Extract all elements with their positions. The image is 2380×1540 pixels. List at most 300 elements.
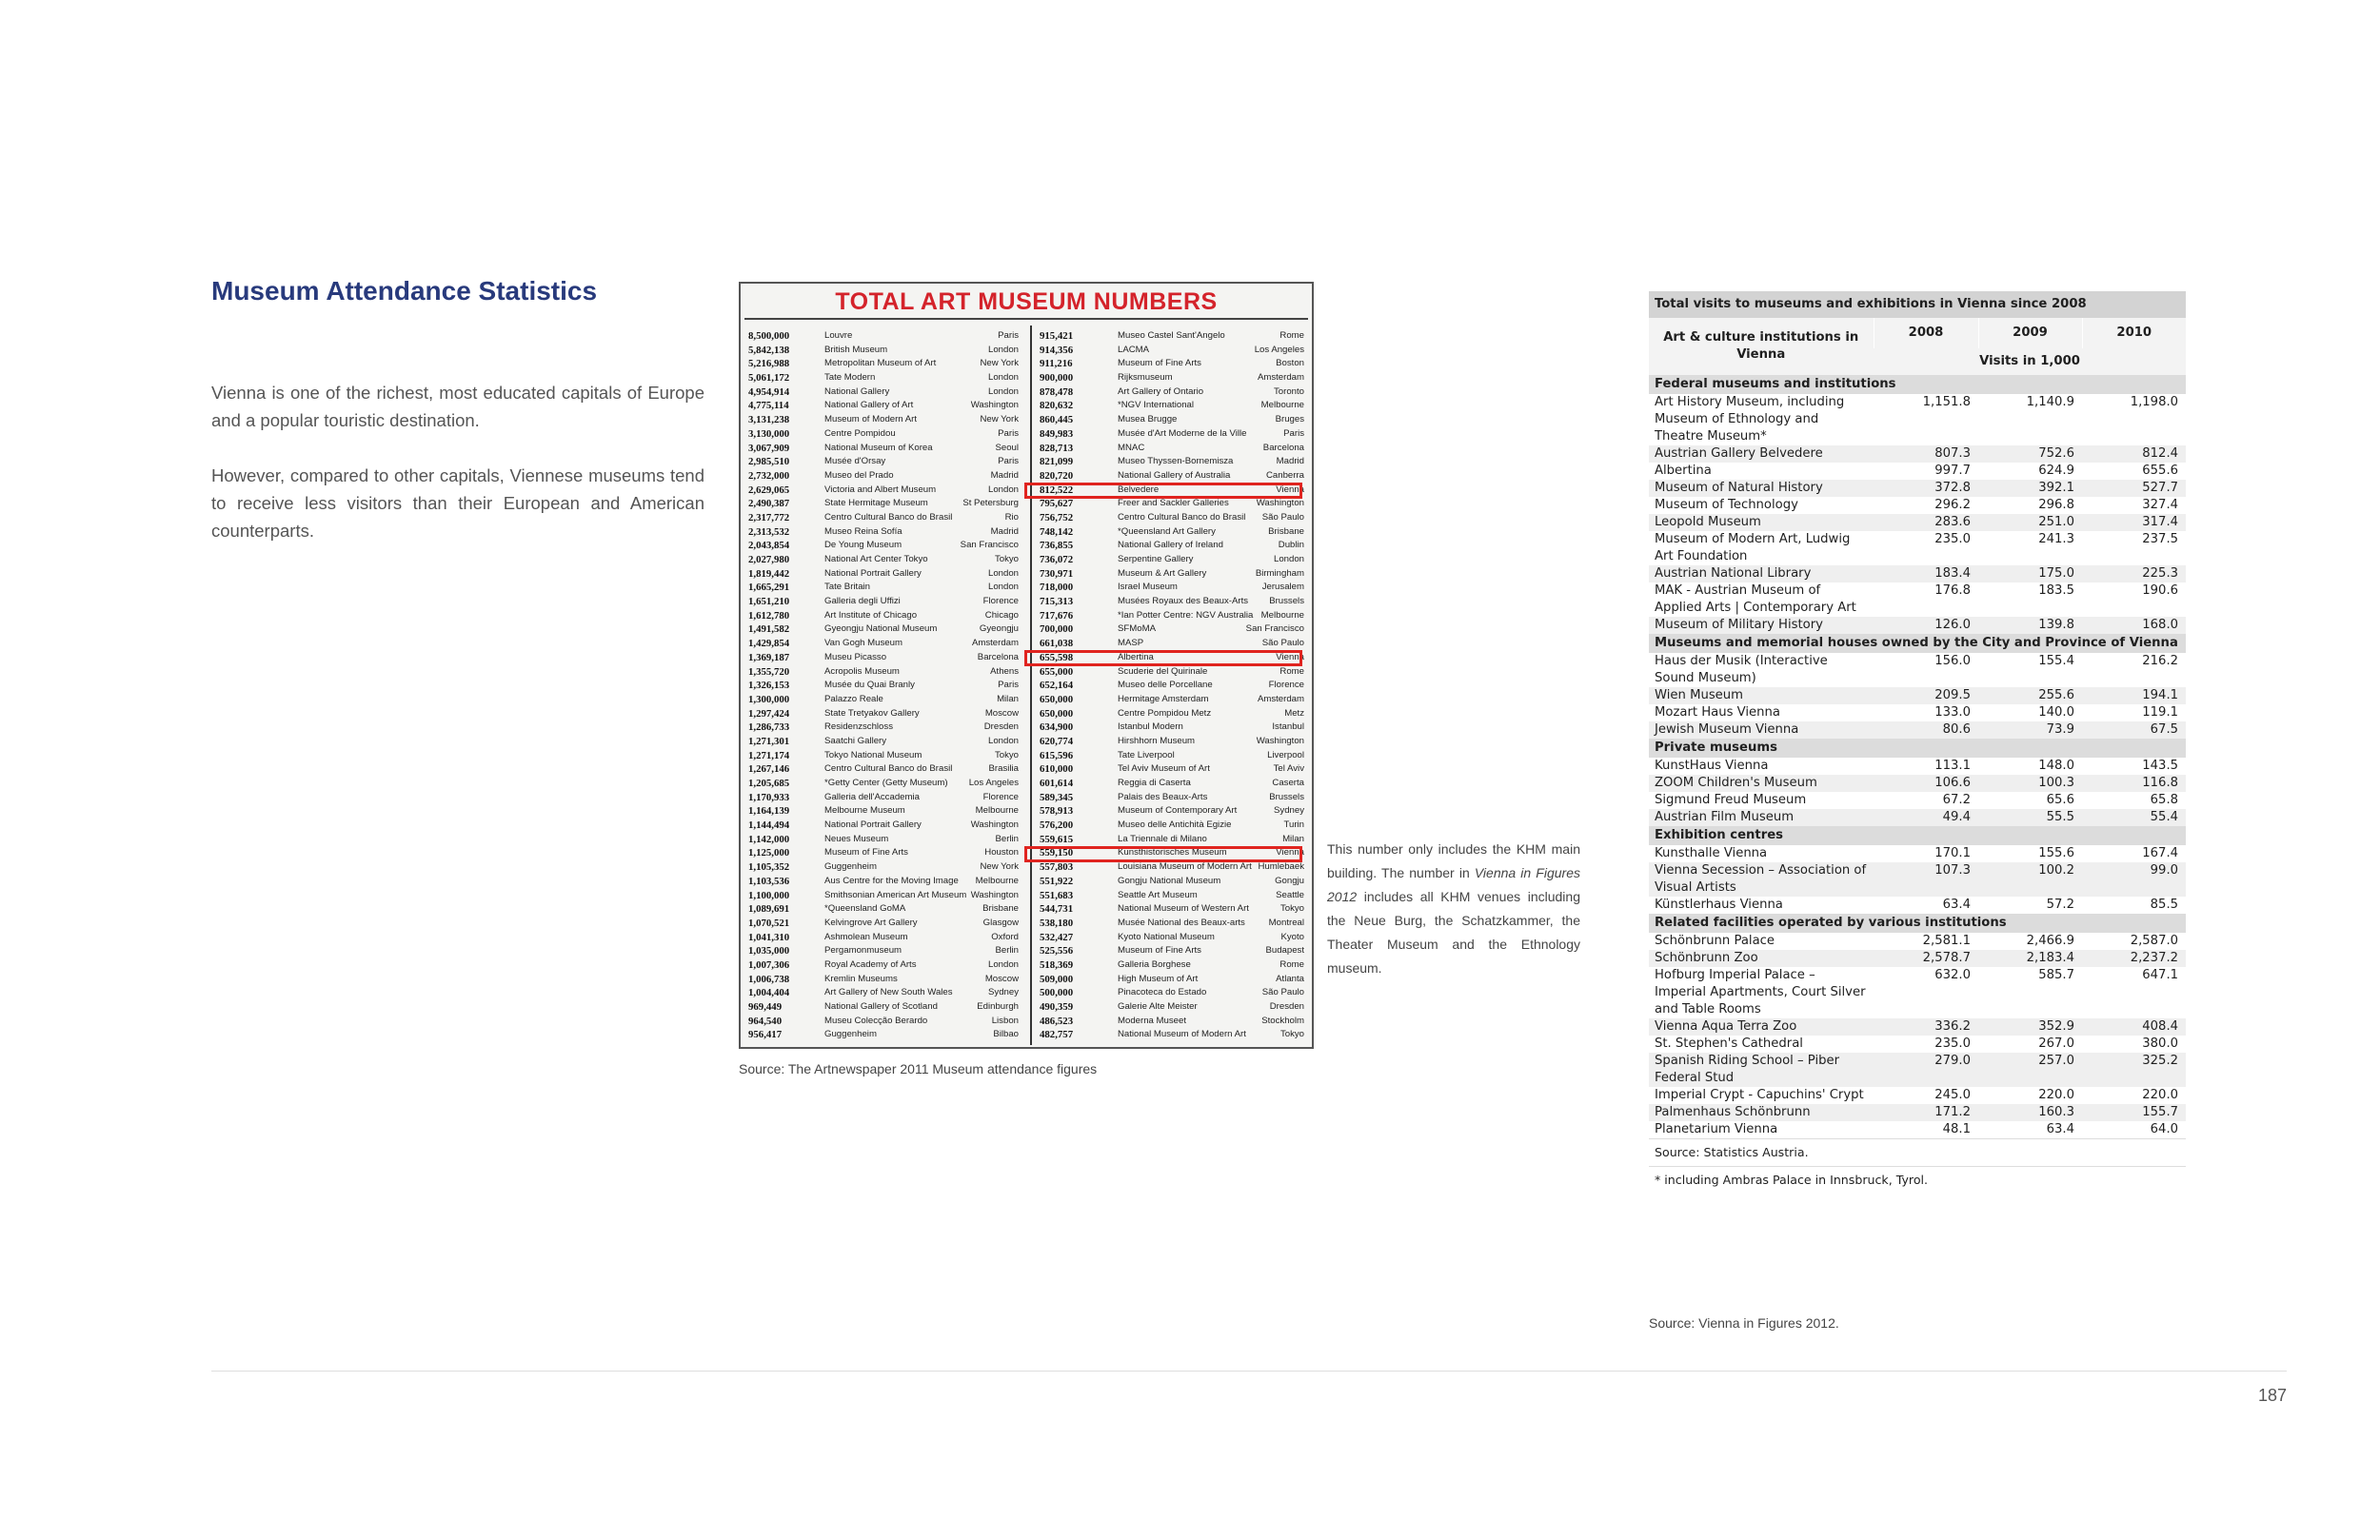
museum-city: London [987, 567, 1019, 579]
visits-2010: 155.7 [2082, 1104, 2186, 1121]
clipping-row [1032, 581, 1308, 595]
institution-name: Austrian Gallery Belvedere [1649, 445, 1874, 463]
visitor-count: 2,317,772 [748, 511, 790, 523]
visits-2010: 99.0 [2082, 862, 2186, 897]
museum-city: Milan [997, 693, 1019, 704]
visitor-count: 538,180 [1040, 917, 1074, 929]
institution-name: Museum of Technology [1649, 497, 1874, 514]
highlight-belvedere [1024, 483, 1302, 499]
visits-2008: 807.3 [1874, 445, 1978, 463]
visits-2009: 241.3 [1978, 531, 2082, 565]
visits-2010: 119.1 [2082, 704, 2186, 721]
clipping-row [1032, 1000, 1308, 1015]
year-header-2010: 2010 [2082, 318, 2186, 348]
section-title: Related facilities operated by various institutions [1649, 914, 2186, 933]
museum-city: Melbourne [975, 805, 1019, 817]
visitor-count: 915,421 [1040, 330, 1074, 342]
clipping-row [746, 1015, 1022, 1029]
museum-city: Rome [1279, 665, 1304, 677]
clipping-source: Source: The Artnewspaper 2011 Museum attendance figures [739, 1061, 1098, 1076]
visits-2010: 220.0 [2082, 1087, 2186, 1104]
visits-2008: 126.0 [1874, 617, 1978, 634]
museum-name: Ashmolean Museum [824, 931, 908, 942]
visits-2010: 194.1 [2082, 687, 2186, 704]
year-header-2009: 2009 [1978, 318, 2082, 348]
visitor-count: 1,612,780 [748, 609, 790, 622]
table-row [1649, 687, 2186, 704]
museum-city: Birmingham [1255, 567, 1304, 579]
clipping-row [1032, 833, 1308, 847]
clipping-row [1032, 679, 1308, 693]
clipping-row [1032, 665, 1308, 680]
clipping-row [746, 819, 1022, 833]
visitor-count: 3,130,000 [748, 427, 790, 440]
museum-city: Edinburgh [977, 1001, 1019, 1012]
museum-name: Museum of Fine Arts [1118, 945, 1201, 957]
visitor-count: 509,000 [1040, 973, 1074, 985]
visits-2010: 237.5 [2082, 531, 2186, 565]
institution-name: KunstHaus Vienna [1649, 758, 1874, 775]
museum-city: London [987, 385, 1019, 397]
visits-2008: 372.8 [1874, 480, 1978, 497]
visits-2008: 245.0 [1874, 1087, 1978, 1104]
clipping-row [746, 371, 1022, 385]
visits-2009: 352.9 [1978, 1018, 2082, 1036]
institution-name: Palmenhaus Schönbrunn [1649, 1104, 1874, 1121]
visitor-count: 812,522 [1040, 484, 1074, 496]
visitor-count: 795,627 [1040, 498, 1074, 510]
visits-2010: 167.4 [2082, 845, 2186, 862]
clipping-row [746, 791, 1022, 805]
visitor-count: 1,651,210 [748, 596, 790, 608]
visitor-count: 1,355,720 [748, 665, 790, 678]
institution-name: Sigmund Freud Museum [1649, 792, 1874, 809]
visitor-count: 1,144,494 [748, 819, 790, 832]
museum-name: Saatchi Gallery [824, 735, 887, 746]
museum-city: Lisbon [991, 1015, 1019, 1026]
visits-2010: 812.4 [2082, 445, 2186, 463]
museum-name: Centro Cultural Banco do Brasil [824, 511, 953, 523]
visitor-count: 652,164 [1040, 680, 1074, 692]
visitor-count: 655,598 [1040, 651, 1074, 663]
clipping-row [746, 958, 1022, 973]
museum-city: Stockholm [1261, 1015, 1304, 1026]
visitor-count: 1,006,738 [748, 973, 790, 985]
visits-2010: 380.0 [2082, 1036, 2186, 1053]
museum-city: Metz [1284, 707, 1304, 719]
table-row [1649, 721, 2186, 739]
visits-2009: 2,183.4 [1978, 950, 2082, 967]
clipping-row [746, 902, 1022, 917]
museum-name: Rijksmuseum [1118, 372, 1173, 384]
clipping-row [746, 329, 1022, 344]
visitor-count: 1,035,000 [748, 945, 790, 958]
table-row [1649, 497, 2186, 514]
clipping-row [746, 567, 1022, 582]
visits-2009: 251.0 [1978, 514, 2082, 531]
visitor-count: 736,072 [1040, 554, 1074, 565]
visitor-count: 1,164,139 [748, 805, 790, 818]
museum-name: Kyoto National Museum [1118, 931, 1215, 942]
visitor-count: 1,004,404 [748, 987, 790, 999]
visitor-count: 518,369 [1040, 958, 1074, 971]
visits-2010: 190.6 [2082, 582, 2186, 617]
museum-city: Melbourne [1260, 609, 1304, 621]
museum-name: Smithsonian American Art Museum [824, 889, 967, 900]
visitor-count: 1,100,000 [748, 889, 790, 901]
museum-city: London [987, 735, 1019, 746]
visits-2010: 225.3 [2082, 565, 2186, 582]
museum-name: Istanbul Modern [1118, 721, 1183, 733]
museum-name: Tate Liverpool [1118, 749, 1175, 760]
section-header [1649, 826, 2186, 845]
institution-name: Albertina [1649, 463, 1874, 480]
visitor-count: 1,429,854 [748, 638, 790, 650]
clipping-row [746, 931, 1022, 945]
clipping-row [746, 735, 1022, 749]
museum-city: Los Angeles [968, 778, 1019, 788]
visits-2010: 55.4 [2082, 809, 2186, 826]
museum-city: Amsterdam [1257, 372, 1304, 384]
visits-2010: 408.4 [2082, 1018, 2186, 1036]
museum-city: Brisbane [982, 903, 1019, 915]
visitor-count: 490,359 [1040, 1001, 1074, 1013]
clipping-row [1032, 735, 1308, 749]
museum-name: Palazzo Reale [824, 693, 883, 704]
institution-name: Imperial Crypt - Capuchins' Crypt [1649, 1087, 1874, 1104]
museum-name: *NGV International [1118, 400, 1194, 411]
visitor-count: 3,067,909 [748, 442, 790, 454]
visits-2009: 220.0 [1978, 1087, 2082, 1104]
visitor-count: 601,614 [1040, 778, 1074, 789]
clipping-row [746, 622, 1022, 637]
museum-city: Florence [1268, 680, 1304, 691]
table-row [1649, 775, 2186, 792]
visitor-count: 482,757 [1040, 1029, 1074, 1041]
section-title: Federal museums and institutions [1649, 375, 2186, 394]
visitor-count: 5,216,988 [748, 358, 790, 370]
visitor-count: 559,615 [1040, 833, 1074, 845]
institution-name: Museum of Military History [1649, 617, 1874, 634]
clipping-row [1032, 1028, 1308, 1042]
museum-name: Van Gogh Museum [824, 638, 902, 649]
clipping-row [746, 1028, 1022, 1042]
newspaper-clipping [739, 282, 1314, 1049]
visitor-count: 717,676 [1040, 609, 1074, 622]
visitor-count: 1,267,146 [748, 763, 790, 776]
visits-2010: 85.5 [2082, 897, 2186, 914]
clipping-row [746, 889, 1022, 903]
khm-note [1327, 838, 1580, 980]
visits-2009: 257.0 [1978, 1053, 2082, 1087]
visitor-count: 655,000 [1040, 665, 1074, 678]
visits-2009: 296.8 [1978, 497, 2082, 514]
clipping-row [746, 497, 1022, 511]
visits-2009: 624.9 [1978, 463, 2082, 480]
museum-city: Milan [1282, 833, 1304, 844]
visits-2008: 176.8 [1874, 582, 1978, 617]
visitor-count: 1,125,000 [748, 847, 790, 859]
museum-name: MNAC [1118, 442, 1145, 453]
museum-city: Gongju [1275, 875, 1304, 886]
museum-city: Brussels [1269, 791, 1304, 802]
table-row [1649, 445, 2186, 463]
visitor-count: 1,286,733 [748, 721, 790, 734]
table-row [1649, 1053, 2186, 1087]
museum-name: Kunsthistorisches Museum [1118, 847, 1227, 859]
visitor-count: 557,803 [1040, 861, 1074, 874]
museum-city: Brussels [1269, 596, 1304, 607]
clipping-row [746, 427, 1022, 442]
museum-city: Tokyo [1279, 903, 1304, 915]
visitor-count: 2,629,065 [748, 484, 790, 496]
visits-2009: 100.3 [1978, 775, 2082, 792]
museum-name: Museo Castel Sant'Angelo [1118, 330, 1225, 341]
institution-name: Hofburg Imperial Palace – Imperial Apartments, Court Silver and Table Rooms [1649, 967, 1874, 1018]
clipping-row [746, 846, 1022, 860]
museum-city: Rome [1279, 958, 1304, 970]
table-row [1649, 531, 2186, 565]
museum-city: Bilbao [993, 1029, 1019, 1040]
visitor-count: 3,131,238 [748, 414, 790, 426]
clipping-row [746, 525, 1022, 540]
museum-name: MASP [1118, 638, 1144, 649]
museum-city: Budapest [1265, 945, 1304, 957]
museum-name: Louvre [824, 330, 853, 341]
museum-name: Tokyo National Museum [824, 749, 922, 760]
clipping-row [746, 581, 1022, 595]
museum-name: Galleria degli Uffizi [824, 596, 901, 607]
museum-name: Art Gallery of Ontario [1118, 385, 1204, 397]
visits-2009: 255.6 [1978, 687, 2082, 704]
table-row [1649, 950, 2186, 967]
museum-name: *Queensland GoMA [824, 903, 906, 915]
museum-city: Tokyo [1279, 1029, 1304, 1040]
museum-city: Seattle [1276, 889, 1304, 900]
visitor-count: 525,556 [1040, 945, 1074, 958]
visitor-count: 4,954,914 [748, 385, 790, 398]
visitor-count: 578,913 [1040, 805, 1074, 818]
visitor-count: 1,369,187 [748, 651, 790, 663]
clipping-row [746, 804, 1022, 819]
clipping-row [746, 944, 1022, 958]
visits-2009: 73.9 [1978, 721, 2082, 739]
visits-2010: 655.6 [2082, 463, 2186, 480]
museum-name: Moderna Museet [1118, 1015, 1186, 1026]
museum-city: Barcelona [977, 651, 1019, 662]
museum-city: Vienna [1276, 847, 1304, 859]
museum-name: Museu Colecção Berardo [824, 1015, 928, 1026]
visits-2008: 997.7 [1874, 463, 1978, 480]
visitor-count: 615,596 [1040, 749, 1074, 761]
visits-2008: 107.3 [1874, 862, 1978, 897]
museum-name: National Portrait Gallery [824, 567, 922, 579]
museum-name: De Young Museum [824, 540, 902, 551]
museum-city: London [987, 582, 1019, 593]
clipping-row [746, 721, 1022, 735]
clipping-row [746, 986, 1022, 1000]
museum-city: Paris [998, 680, 1019, 691]
clipping-row [1032, 385, 1308, 400]
section-title: Museums and memorial houses owned by the City and Province of Vienna [1649, 634, 2186, 653]
visits-2010: 2,587.0 [2082, 933, 2186, 950]
visitor-count: 544,731 [1040, 903, 1074, 916]
visitor-count: 1,103,536 [748, 875, 790, 887]
museum-name: Galleria dell'Accademia [824, 791, 920, 802]
clipping-row [1032, 819, 1308, 833]
clipping-row [1032, 889, 1308, 903]
visits-2009: 57.2 [1978, 897, 2082, 914]
museum-city: Chicago [984, 609, 1019, 621]
institution-name: Wien Museum [1649, 687, 1874, 704]
section-header [1649, 914, 2186, 933]
museum-name: Museum of Fine Arts [1118, 358, 1201, 369]
clipping-row [1032, 791, 1308, 805]
institution-name: Leopold Museum [1649, 514, 1874, 531]
visitor-count: 1,142,000 [748, 833, 790, 845]
museum-city: Sydney [988, 987, 1019, 998]
museum-city: Tokyo [994, 749, 1019, 760]
clipping-row [746, 1000, 1022, 1015]
visits-2009: 55.5 [1978, 809, 2082, 826]
page-title: Museum Attendance Statistics [211, 276, 598, 306]
museum-name: Metropolitan Museum of Art [824, 358, 937, 369]
museum-name: Musée du Quai Branly [824, 680, 915, 691]
institution-name: Museum of Natural History [1649, 480, 1874, 497]
museum-name: Neues Museum [824, 833, 889, 844]
visits-2009: 139.8 [1978, 617, 2082, 634]
table-row [1649, 514, 2186, 531]
museum-name: Musée d'Orsay [824, 456, 886, 467]
museum-name: Albertina [1118, 651, 1154, 662]
museum-name: *Getty Center (Getty Museum) [824, 778, 948, 788]
museum-name: Victoria and Albert Museum [824, 484, 937, 495]
visits-2010: 2,237.2 [2082, 950, 2186, 967]
visitor-count: 1,041,310 [748, 931, 790, 943]
museum-name: Guggenheim [824, 1029, 877, 1040]
museum-name: Musées Royaux des Beaux-Arts [1118, 596, 1249, 607]
visitor-count: 500,000 [1040, 987, 1074, 999]
visitor-count: 5,842,138 [748, 344, 790, 356]
clipping-row [1032, 371, 1308, 385]
museum-city: Montreal [1268, 917, 1304, 928]
museum-name: Guggenheim [824, 861, 877, 873]
table-row [1649, 1087, 2186, 1104]
clipping-row [1032, 762, 1308, 777]
note-text: This number only includes the KHM main building. The number in [1327, 841, 1580, 880]
table-row [1649, 1036, 2186, 1053]
clipping-row [1032, 707, 1308, 721]
museum-name: Hermitage Amsterdam [1118, 693, 1209, 704]
clipping-column-left [746, 329, 1022, 1042]
visitor-count: 860,445 [1040, 414, 1074, 426]
table-source: Source: Statistics Austria. [1649, 1139, 2186, 1167]
institution-name: Art History Museum, including Museum of Ethnology and Theatre Museum* [1649, 394, 1874, 445]
visitor-count: 2,313,532 [748, 525, 790, 538]
museum-name: State Tretyakov Gallery [824, 707, 920, 719]
museum-city: Vienna [1276, 651, 1304, 662]
clipping-row [1032, 344, 1308, 358]
museum-city: Washington [970, 400, 1019, 411]
museum-city: Paris [998, 427, 1019, 439]
museum-name: Museo Reina Sofía [824, 525, 902, 537]
clipping-row [1032, 860, 1308, 875]
clipping-row [746, 749, 1022, 763]
table-row [1649, 582, 2186, 617]
museum-name: Residenzschloss [824, 721, 893, 733]
clipping-row [1032, 497, 1308, 511]
clipping-row [746, 679, 1022, 693]
clipping-row [746, 385, 1022, 400]
table-row [1649, 1121, 2186, 1139]
visitor-count: 914,356 [1040, 344, 1074, 356]
visitor-count: 8,500,000 [748, 330, 790, 342]
museum-name: Museum of Contemporary Art [1118, 805, 1238, 817]
visits-2009: 1,140.9 [1978, 394, 2082, 445]
museum-city: Florence [982, 596, 1019, 607]
museum-name: Art Gallery of New South Wales [824, 987, 953, 998]
visits-2008: 171.2 [1874, 1104, 1978, 1121]
museum-city: Oxford [991, 931, 1019, 942]
visits-2008: 336.2 [1874, 1018, 1978, 1036]
museum-city: San Francisco [960, 540, 1019, 551]
clipping-row [1032, 944, 1308, 958]
table-footnote: * including Ambras Palace in Innsbruck, Tyrol. [1649, 1167, 2186, 1194]
clipping-row [746, 553, 1022, 567]
institution-name: Kunsthalle Vienna [1649, 845, 1874, 862]
visits-2008: 133.0 [1874, 704, 1978, 721]
visitor-count: 532,427 [1040, 931, 1074, 943]
clipping-row [746, 609, 1022, 623]
table-row [1649, 758, 2186, 775]
museum-name: Art Institute of Chicago [824, 609, 918, 621]
visitor-count: 559,150 [1040, 847, 1074, 859]
museum-city: Brisbane [1268, 525, 1304, 537]
visitor-count: 1,105,352 [748, 861, 790, 874]
visits-2010: 67.5 [2082, 721, 2186, 739]
visits-2010: 527.7 [2082, 480, 2186, 497]
museum-city: Moscow [984, 707, 1019, 719]
clipping-row [1032, 442, 1308, 456]
museum-city: Amsterdam [1257, 693, 1304, 704]
museum-city: New York [980, 414, 1019, 425]
visitor-count: 900,000 [1040, 372, 1074, 385]
visits-2008: 67.2 [1874, 792, 1978, 809]
museum-city: Rome [1279, 330, 1304, 341]
museum-city: Berlin [995, 945, 1019, 957]
museum-name: Israel Museum [1118, 582, 1178, 593]
museum-name: Aus Centre for the Moving Image [824, 875, 959, 886]
visitor-count: 2,732,000 [748, 469, 790, 482]
museum-name: Tate Britain [824, 582, 870, 593]
visitor-count: 634,900 [1040, 721, 1074, 734]
clipping-row [1032, 931, 1308, 945]
visitor-count: 2,043,854 [748, 540, 790, 552]
clipping-row [1032, 511, 1308, 525]
clipping-row [746, 595, 1022, 609]
institution-name: Schönbrunn Zoo [1649, 950, 1874, 967]
museum-name: Museo delle Porcellane [1118, 680, 1213, 691]
museum-name: Centro Cultural Banco do Brasil [1118, 511, 1246, 523]
clipping-row [746, 707, 1022, 721]
museum-name: National Museum of Modern Art [1118, 1029, 1246, 1040]
visits-2008: 1,151.8 [1874, 394, 1978, 445]
visitor-count: 1,089,691 [748, 903, 790, 916]
visits-2010: 325.2 [2082, 1053, 2186, 1087]
clipping-row [1032, 525, 1308, 540]
visits-2008: 296.2 [1874, 497, 1978, 514]
museum-name: Scuderie del Quirinale [1118, 665, 1208, 677]
